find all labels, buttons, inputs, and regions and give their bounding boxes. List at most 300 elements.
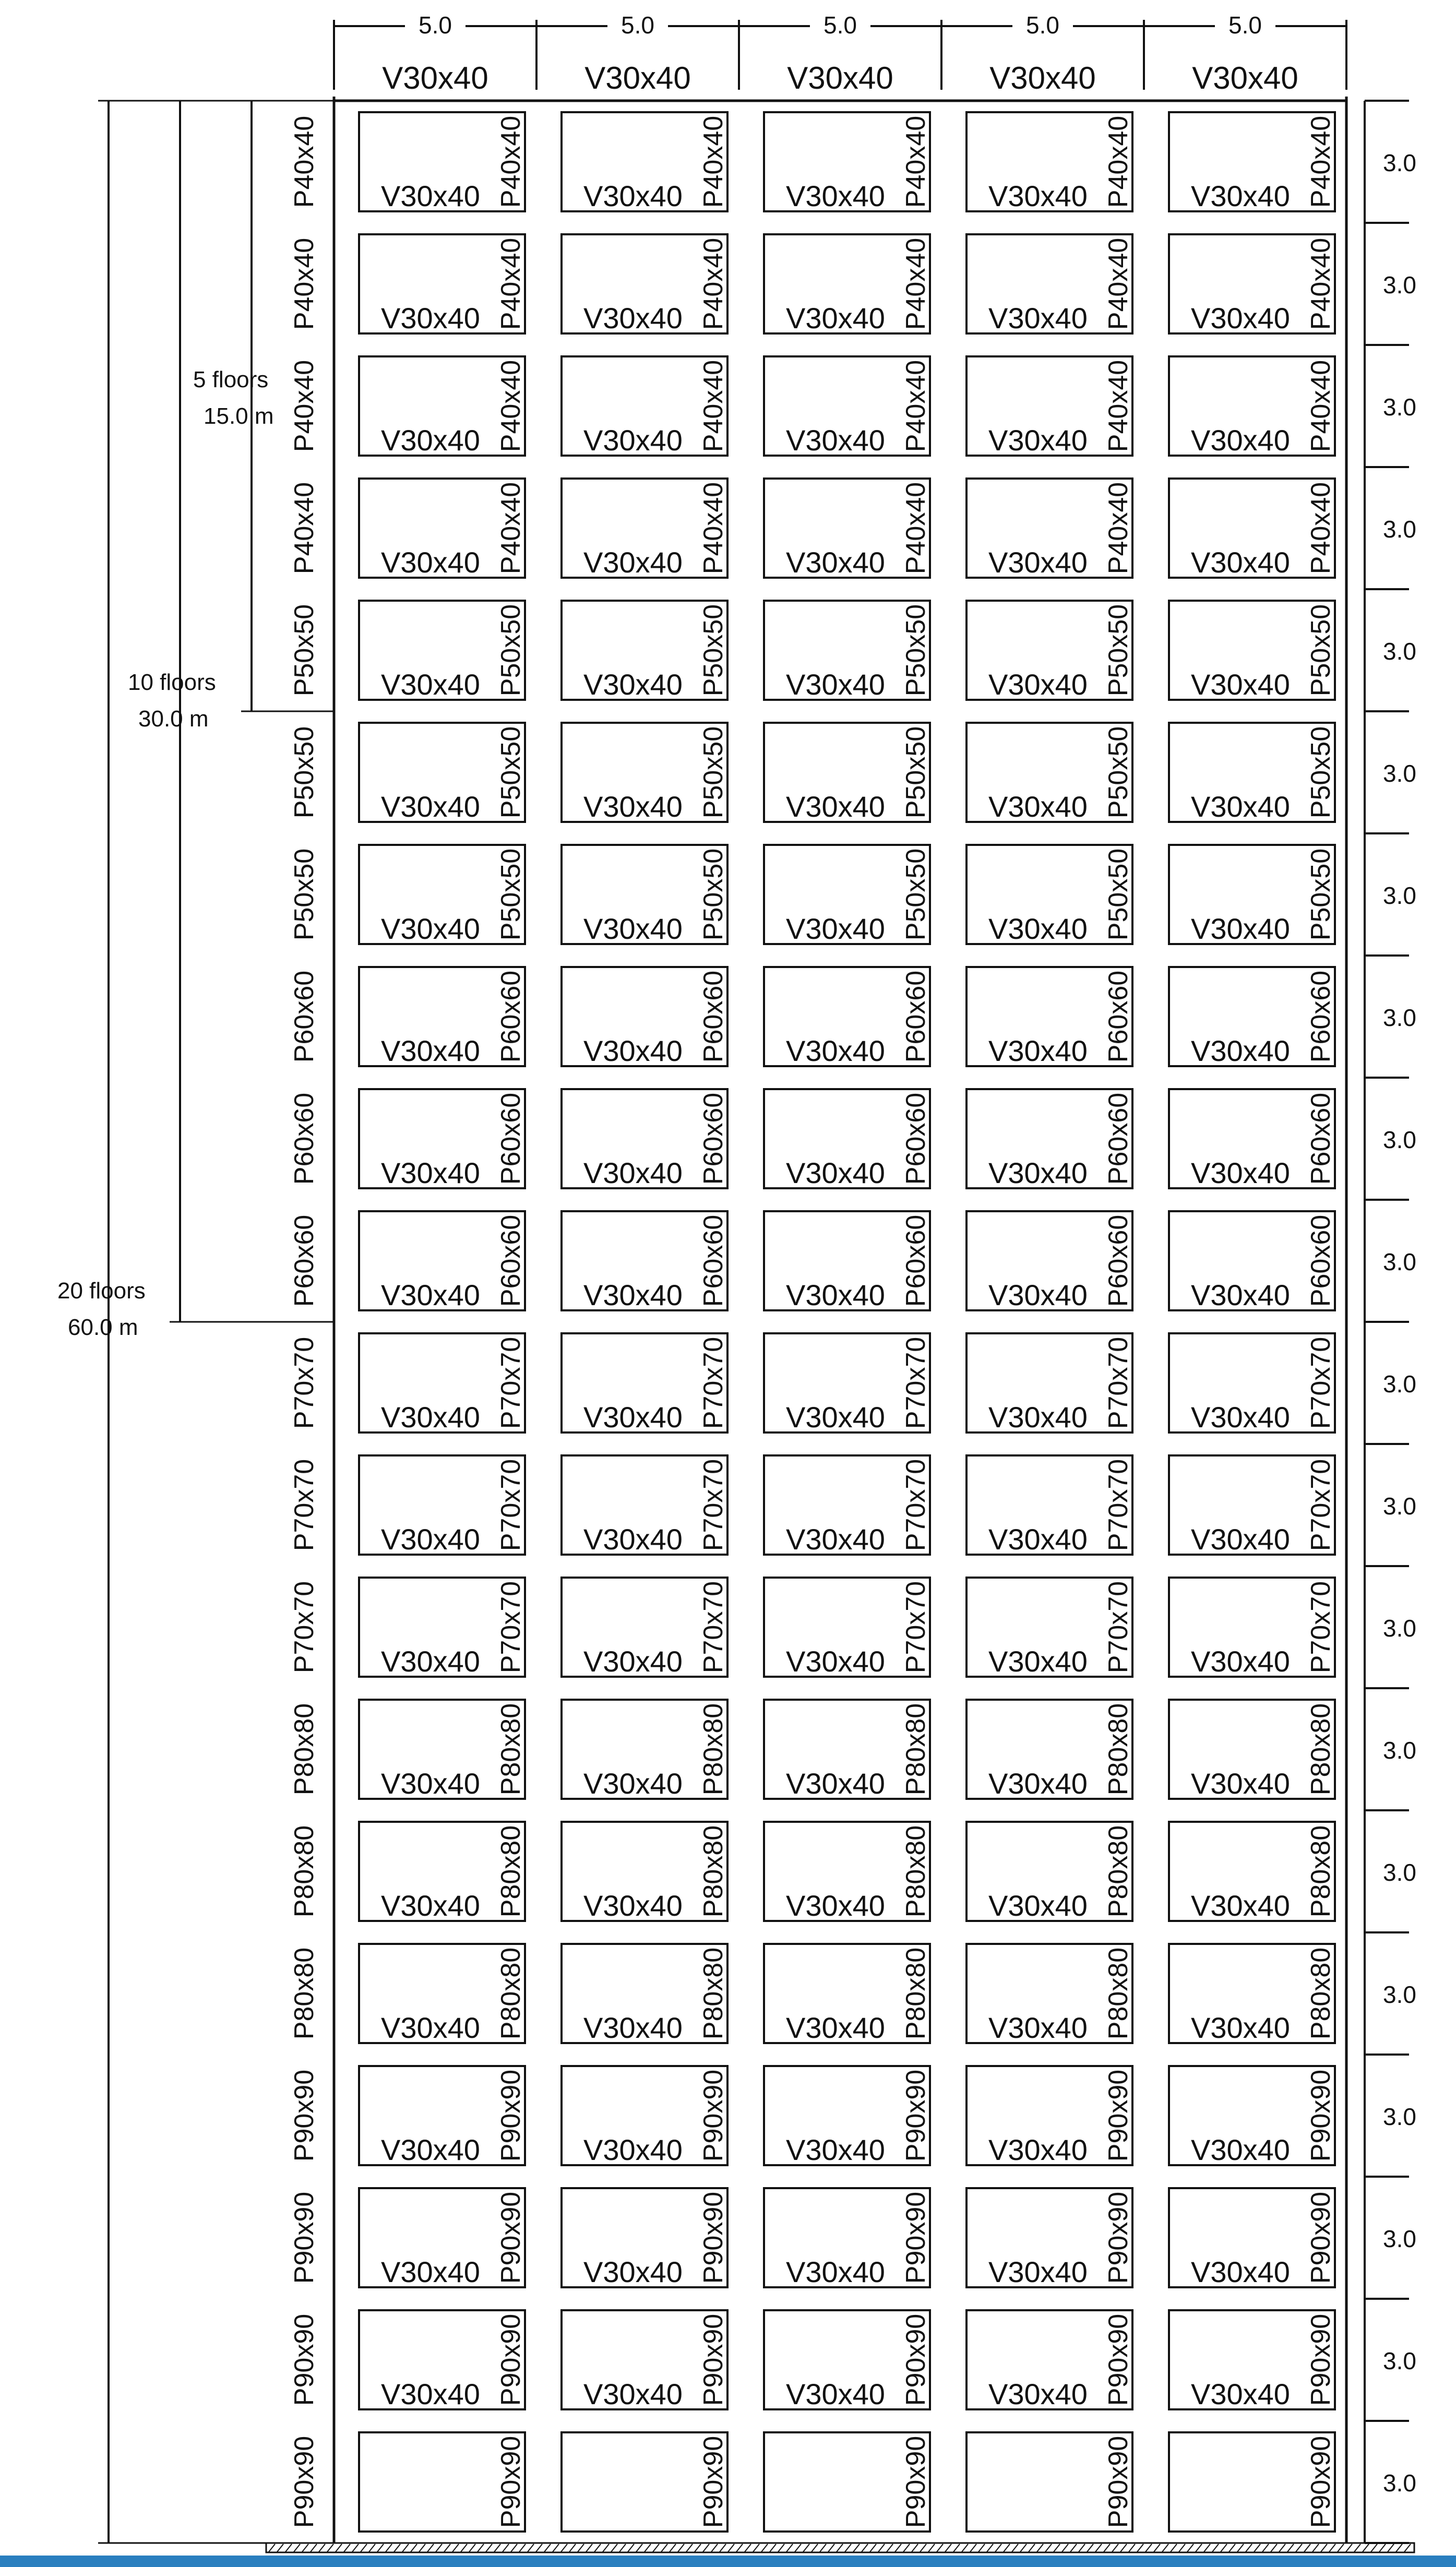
column-label: P90x90 (901, 2069, 931, 2162)
beam-label: V30x40 (1191, 668, 1290, 701)
beam-label: V30x40 (786, 546, 885, 579)
column-label: P80x80 (1103, 1703, 1133, 1796)
ground-hatch-stroke (887, 2544, 893, 2552)
beam-label: V30x40 (583, 1279, 683, 1311)
ground-hatch-stroke (486, 2544, 492, 2552)
ground-hatch-stroke (1145, 2544, 1152, 2552)
floor-height-label: 3.0 (1383, 1859, 1416, 1886)
column-label: P60x60 (1306, 1092, 1336, 1185)
ground-hatch-stroke (1137, 2544, 1143, 2552)
beam-label: V30x40 (1191, 2255, 1290, 2288)
beam-label: V30x40 (381, 2011, 480, 2044)
ground-hatch-stroke (544, 2544, 551, 2552)
beam-label: V30x40 (988, 1767, 1088, 1800)
column-label: P90x90 (1306, 2069, 1336, 2162)
ground-hatch-stroke (511, 2544, 517, 2552)
beam-label: V30x40 (988, 2378, 1088, 2410)
ground-hatch-stroke (1062, 2544, 1068, 2552)
beam-label: V30x40 (786, 1034, 885, 1067)
beam-label: V30x40 (786, 1523, 885, 1556)
ground-hatch-stroke (1312, 2544, 1319, 2552)
ground-hatch-stroke (1171, 2544, 1177, 2552)
column-label: P90x90 (1103, 2069, 1133, 2162)
beam-label: V30x40 (988, 2255, 1088, 2288)
beam-label: V30x40 (1191, 1034, 1290, 1067)
ground-hatch-stroke (987, 2544, 993, 2552)
ground-hatch-stroke (670, 2544, 676, 2552)
ground-hatch-stroke (1304, 2544, 1310, 2552)
beam-label: V30x40 (786, 424, 885, 457)
column-label: P70x70 (1103, 1581, 1133, 1674)
ground-hatch-stroke (728, 2544, 734, 2552)
beam-label: V30x40 (583, 1156, 683, 1189)
ground-hatch-stroke (795, 2544, 801, 2552)
beam-label: V30x40 (1191, 546, 1290, 579)
beam-label: V30x40 (381, 1645, 480, 1678)
beam-label: V30x40 (583, 790, 683, 823)
column-label: P50x50 (1306, 726, 1336, 819)
ground-hatch-stroke (336, 2544, 342, 2552)
ground-hatch-stroke (820, 2544, 826, 2552)
ground-hatch-stroke (619, 2544, 626, 2552)
column-label: P50x50 (901, 726, 931, 819)
column-label: P40x40 (698, 115, 729, 208)
ground-hatch-stroke (536, 2544, 542, 2552)
total-height-value-label: 60.0 m (68, 1315, 138, 1340)
ground-hatch-stroke (870, 2544, 876, 2552)
ground-hatch-stroke (1020, 2544, 1027, 2552)
ground-hatch-stroke (1262, 2544, 1269, 2552)
beam-label: V30x40 (381, 2133, 480, 2166)
frame-grid (334, 97, 1346, 2543)
beam-label: V30x40 (583, 302, 683, 335)
ground-hatch-stroke (327, 2544, 333, 2552)
column-label: P90x90 (698, 2435, 729, 2528)
top-beam-label: V30x40 (989, 61, 1096, 95)
column-label: P40x40 (901, 237, 931, 330)
column-label: P90x90 (1306, 2435, 1336, 2528)
ground-hatch-stroke (862, 2544, 868, 2552)
beam-label: V30x40 (1191, 180, 1290, 212)
column-label: P80x80 (496, 1947, 526, 2040)
ground-hatch-stroke (386, 2544, 392, 2552)
column-label: P40x40 (496, 237, 526, 330)
column-label: P90x90 (1103, 2191, 1133, 2284)
ground-hatch-stroke (553, 2544, 559, 2552)
column-label: P80x80 (901, 1825, 931, 1918)
ground-hatch-stroke (1221, 2544, 1227, 2552)
column-label: P40x40 (901, 115, 931, 208)
ground-hatch-stroke (678, 2544, 684, 2552)
beam-label: V30x40 (381, 546, 480, 579)
left-column-label: P60x60 (289, 1092, 319, 1185)
top-beam-label: V30x40 (382, 61, 488, 95)
ground-hatch-stroke (344, 2544, 350, 2552)
ground-hatch-stroke (745, 2544, 751, 2552)
beam-label: V30x40 (988, 424, 1088, 457)
column-label: P50x50 (1103, 726, 1133, 819)
beam-label: V30x40 (583, 546, 683, 579)
column-label: P40x40 (1306, 115, 1336, 208)
beam-label: V30x40 (1191, 1645, 1290, 1678)
column-label: P90x90 (1103, 2435, 1133, 2528)
ground-hatch-stroke (686, 2544, 693, 2552)
floor-height-label: 3.0 (1383, 149, 1416, 176)
left-column-label: P40x40 (289, 115, 319, 208)
column-label: P70x70 (698, 1336, 729, 1429)
beam-label: V30x40 (988, 1156, 1088, 1189)
ground-hatch-stroke (1179, 2544, 1185, 2552)
left-column-label: P80x80 (289, 1703, 319, 1796)
ground-hatch-stroke (703, 2544, 709, 2552)
ground-hatch-stroke (895, 2544, 901, 2552)
column-label: P90x90 (496, 2069, 526, 2162)
column-label: P40x40 (496, 115, 526, 208)
beam-label: V30x40 (381, 1034, 480, 1067)
left-column-label: P70x70 (289, 1459, 319, 1551)
beam-label: V30x40 (381, 1401, 480, 1434)
column-label: P80x80 (698, 1825, 729, 1918)
ground-hatch-stroke (720, 2544, 726, 2552)
left-column-label: P50x50 (289, 604, 319, 697)
beam-label: V30x40 (988, 1889, 1088, 1922)
beam-label: V30x40 (381, 1156, 480, 1189)
column-label: P90x90 (698, 2191, 729, 2284)
span-label: 5.0 (621, 11, 654, 39)
column-label: P40x40 (1306, 482, 1336, 575)
beam-label: V30x40 (988, 790, 1088, 823)
column-label: P70x70 (1306, 1336, 1336, 1429)
floor-height-label: 3.0 (1383, 1004, 1416, 1031)
beam-label: V30x40 (1191, 1889, 1290, 1922)
column-label: P90x90 (1103, 2313, 1133, 2406)
ground-hatch-stroke (1070, 2544, 1077, 2552)
column-label: P40x40 (1103, 482, 1133, 575)
column-label: P60x60 (698, 1092, 729, 1185)
beam-label: V30x40 (1191, 2011, 1290, 2044)
beam-label: V30x40 (1191, 1401, 1290, 1434)
left-column-label: P40x40 (289, 360, 319, 452)
ground-hatch-stroke (695, 2544, 701, 2552)
beam-label: V30x40 (988, 2011, 1088, 2044)
column-label: P70x70 (496, 1336, 526, 1429)
ground-hatch-stroke (611, 2544, 617, 2552)
floor-height-label: 3.0 (1383, 1248, 1416, 1275)
ground-hatch-stroke (1095, 2544, 1102, 2552)
beam-label: V30x40 (583, 668, 683, 701)
beam-label: V30x40 (786, 2378, 885, 2410)
ground-hatch-stroke (811, 2544, 818, 2552)
left-column-label: P50x50 (289, 726, 319, 819)
column-label: P60x60 (496, 970, 526, 1063)
column-label: P80x80 (496, 1703, 526, 1796)
beam-label: V30x40 (786, 2255, 885, 2288)
ground-hatch-stroke (1187, 2544, 1194, 2552)
floor-height-label: 3.0 (1383, 1493, 1416, 1520)
ground-hatch-stroke (478, 2544, 484, 2552)
beam-label: V30x40 (988, 912, 1088, 945)
ground-hatch-stroke (1279, 2544, 1285, 2552)
ground-hatch-stroke (427, 2544, 434, 2552)
column-label: P90x90 (1306, 2191, 1336, 2284)
ground-hatch-stroke (411, 2544, 417, 2552)
ground-hatch-stroke (945, 2544, 951, 2552)
ground-hatch-stroke (1404, 2544, 1411, 2552)
ground-hatch-stroke (503, 2544, 509, 2552)
ground-hatch-stroke (1162, 2544, 1168, 2552)
beam-label: V30x40 (786, 1279, 885, 1311)
column-label: P60x60 (901, 970, 931, 1063)
ground-hatch-stroke (1346, 2544, 1352, 2552)
ground-hatch-stroke (603, 2544, 609, 2552)
beam-label: V30x40 (381, 424, 480, 457)
beam-label: V30x40 (381, 912, 480, 945)
floor-height-label: 3.0 (1383, 2469, 1416, 2497)
column-label: P40x40 (698, 360, 729, 452)
ground-hatch-stroke (452, 2544, 459, 2552)
ground-hatch-stroke (578, 2544, 584, 2552)
column-label: P40x40 (1306, 360, 1336, 452)
ground-hatch-stroke (1154, 2544, 1160, 2552)
ground-hatch-stroke (837, 2544, 843, 2552)
column-label: P60x60 (698, 1214, 729, 1307)
beam-label: V30x40 (786, 1645, 885, 1678)
ground-hatch-stroke (845, 2544, 851, 2552)
total-height-floors-label: 20 floors (57, 1278, 146, 1304)
ground-hatch-stroke (1388, 2544, 1394, 2552)
left-column-label: P80x80 (289, 1825, 319, 1918)
column-label: P80x80 (1306, 1825, 1336, 1918)
beam-label: V30x40 (583, 1889, 683, 1922)
ground-hatch-stroke (294, 2544, 300, 2552)
ground-hatch-stroke (736, 2544, 743, 2552)
beam-label: V30x40 (583, 2378, 683, 2410)
total-height-value-label: 15.0 m (204, 403, 274, 429)
floor-height-label: 3.0 (1383, 1737, 1416, 1764)
left-column-label: P50x50 (289, 848, 319, 941)
column-label: P50x50 (1103, 604, 1133, 697)
column-label: P40x40 (901, 360, 931, 452)
ground-hatch-stroke (377, 2544, 384, 2552)
top-beam-label: V30x40 (1192, 61, 1298, 95)
ground-hatch-stroke (586, 2544, 592, 2552)
beam-label: V30x40 (583, 1645, 683, 1678)
column-label: P70x70 (698, 1581, 729, 1674)
ground-hatch-stroke (970, 2544, 976, 2552)
ground-hatch-stroke (995, 2544, 1001, 2552)
column-label: P60x60 (1103, 1092, 1133, 1185)
column-label: P40x40 (1306, 237, 1336, 330)
total-height-floors-label: 10 floors (128, 670, 216, 695)
column-label: P50x50 (1306, 604, 1336, 697)
ground-hatch-stroke (1104, 2544, 1110, 2552)
column-label: P90x90 (698, 2313, 729, 2406)
beam-label: V30x40 (381, 302, 480, 335)
column-label: P70x70 (1103, 1459, 1133, 1551)
column-label: P90x90 (901, 2435, 931, 2528)
floor-height-label: 3.0 (1383, 1370, 1416, 1398)
ground-hatch-stroke (1363, 2544, 1369, 2552)
column-label: P70x70 (901, 1459, 931, 1551)
ground-hatch-stroke (653, 2544, 659, 2552)
column-label: P50x50 (496, 848, 526, 941)
column-label: P40x40 (698, 237, 729, 330)
column-label: P40x40 (901, 482, 931, 575)
ground-hatch-stroke (1196, 2544, 1202, 2552)
column-label: P40x40 (1103, 360, 1133, 452)
ground-hatch-stroke (778, 2544, 784, 2552)
column-label: P50x50 (1306, 848, 1336, 941)
floor-height-label: 3.0 (1383, 1126, 1416, 1153)
left-column-label: P40x40 (289, 482, 319, 575)
column-label: P50x50 (901, 848, 931, 941)
column-label: P90x90 (901, 2313, 931, 2406)
total-height-floors-label: 5 floors (193, 367, 269, 392)
beam-label: V30x40 (1191, 424, 1290, 457)
beam-label: V30x40 (1191, 1279, 1290, 1311)
beam-label: V30x40 (583, 1401, 683, 1434)
ground-hatch-stroke (469, 2544, 475, 2552)
beam-label: V30x40 (988, 302, 1088, 335)
floor-height-label: 3.0 (1383, 1615, 1416, 1642)
ground-hatch-stroke (285, 2544, 292, 2552)
beam-label: V30x40 (786, 1767, 885, 1800)
left-column-label: P40x40 (289, 237, 319, 330)
ground-hatch-stroke (786, 2544, 793, 2552)
ground-hatch-stroke (1321, 2544, 1327, 2552)
beam-label: V30x40 (1191, 912, 1290, 945)
ground-hatch-stroke (803, 2544, 809, 2552)
beam-label: V30x40 (786, 2011, 885, 2044)
ground-hatch-stroke (1229, 2544, 1235, 2552)
beam-label: V30x40 (381, 1279, 480, 1311)
top-beam-label: V30x40 (584, 61, 691, 95)
beam-label: V30x40 (786, 180, 885, 212)
floor-height-label: 3.0 (1383, 393, 1416, 421)
column-label: P80x80 (1306, 1947, 1336, 2040)
column-label: P90x90 (901, 2191, 931, 2284)
left-column-label: P90x90 (289, 2069, 319, 2162)
beam-label: V30x40 (583, 424, 683, 457)
ground-hatch-stroke (761, 2544, 768, 2552)
beam-label: V30x40 (583, 1523, 683, 1556)
ground-hatch-stroke (937, 2544, 943, 2552)
ground-hatch-stroke (461, 2544, 467, 2552)
column-label: P70x70 (901, 1336, 931, 1429)
left-column-label: P90x90 (289, 2313, 319, 2406)
beam-label: V30x40 (1191, 302, 1290, 335)
left-column-label: P60x60 (289, 970, 319, 1063)
ground-hatch-stroke (978, 2544, 985, 2552)
ground-hatch-stroke (1012, 2544, 1018, 2552)
beam-label: V30x40 (988, 668, 1088, 701)
beam-label: V30x40 (381, 790, 480, 823)
beam-label: V30x40 (786, 302, 885, 335)
left-column-label: P90x90 (289, 2191, 319, 2284)
floor-height-label: 3.0 (1383, 2225, 1416, 2252)
beam-label: V30x40 (1191, 2133, 1290, 2166)
ground-hatch-stroke (311, 2544, 317, 2552)
column-label: P60x60 (1306, 1214, 1336, 1307)
span-label: 5.0 (824, 11, 857, 39)
ground-hatch-stroke (636, 2544, 642, 2552)
ground-hatch-stroke (528, 2544, 534, 2552)
span-label: 5.0 (1228, 11, 1262, 39)
left-column-label: P70x70 (289, 1336, 319, 1429)
column-label: P80x80 (901, 1703, 931, 1796)
column-label: P60x60 (1103, 1214, 1133, 1307)
column-label: P60x60 (901, 1092, 931, 1185)
beam-label: V30x40 (988, 2133, 1088, 2166)
ground-hatch-stroke (419, 2544, 425, 2552)
left-column-label: P80x80 (289, 1947, 319, 2040)
beam-label: V30x40 (1191, 2378, 1290, 2410)
ground-hatch-stroke (628, 2544, 634, 2552)
column-label: P70x70 (1103, 1336, 1133, 1429)
ground-hatch-stroke (1054, 2544, 1060, 2552)
beam-label: V30x40 (381, 1889, 480, 1922)
floor-height-label: 3.0 (1383, 638, 1416, 665)
ground-hatch-stroke (352, 2544, 359, 2552)
beam-label: V30x40 (381, 2378, 480, 2410)
beam-label: V30x40 (786, 1156, 885, 1189)
ground-base-band (0, 2556, 1456, 2567)
ground-hatch-stroke (1338, 2544, 1344, 2552)
ground-hatch-stroke (828, 2544, 834, 2552)
beam-label: V30x40 (381, 1523, 480, 1556)
left-column-label: P60x60 (289, 1214, 319, 1307)
column-label: P70x70 (698, 1459, 729, 1551)
beam-label: V30x40 (583, 2133, 683, 2166)
column-label: P60x60 (496, 1214, 526, 1307)
beam-label: V30x40 (988, 546, 1088, 579)
ground-hatch-stroke (594, 2544, 601, 2552)
ground-hatch-stroke (436, 2544, 442, 2552)
column-label: P80x80 (698, 1703, 729, 1796)
beam-label: V30x40 (381, 668, 480, 701)
ground-hatch-stroke (1120, 2544, 1127, 2552)
beam-label: V30x40 (583, 180, 683, 212)
floor-height-dimensions (1365, 101, 1416, 2543)
beam-label: V30x40 (1191, 790, 1290, 823)
column-label: P60x60 (698, 970, 729, 1063)
beam-label: V30x40 (786, 912, 885, 945)
column-label: P50x50 (496, 726, 526, 819)
column-label: P50x50 (698, 604, 729, 697)
beam-label: V30x40 (583, 2255, 683, 2288)
ground-hatch-stroke (1037, 2544, 1043, 2552)
column-label: P90x90 (1306, 2313, 1336, 2406)
ground-hatch-stroke (878, 2544, 885, 2552)
beam-label: V30x40 (786, 668, 885, 701)
ground-hatch-stroke (912, 2544, 918, 2552)
ground-hatch-stroke (1129, 2544, 1135, 2552)
floor-height-label: 3.0 (1383, 516, 1416, 543)
column-label: P50x50 (1103, 848, 1133, 941)
column-label: P60x60 (1306, 970, 1336, 1063)
frame-cells (359, 112, 1336, 2532)
beam-label: V30x40 (988, 1401, 1088, 1434)
column-label: P40x40 (1103, 237, 1133, 330)
column-label: P50x50 (698, 848, 729, 941)
ground-hatch-stroke (1254, 2544, 1260, 2552)
ground-hatch-stroke (302, 2544, 308, 2552)
beam-label: V30x40 (988, 1523, 1088, 1556)
column-label: P90x90 (496, 2435, 526, 2528)
column-label: P70x70 (496, 1459, 526, 1551)
beam-label: V30x40 (786, 790, 885, 823)
ground-hatch-stroke (928, 2544, 935, 2552)
